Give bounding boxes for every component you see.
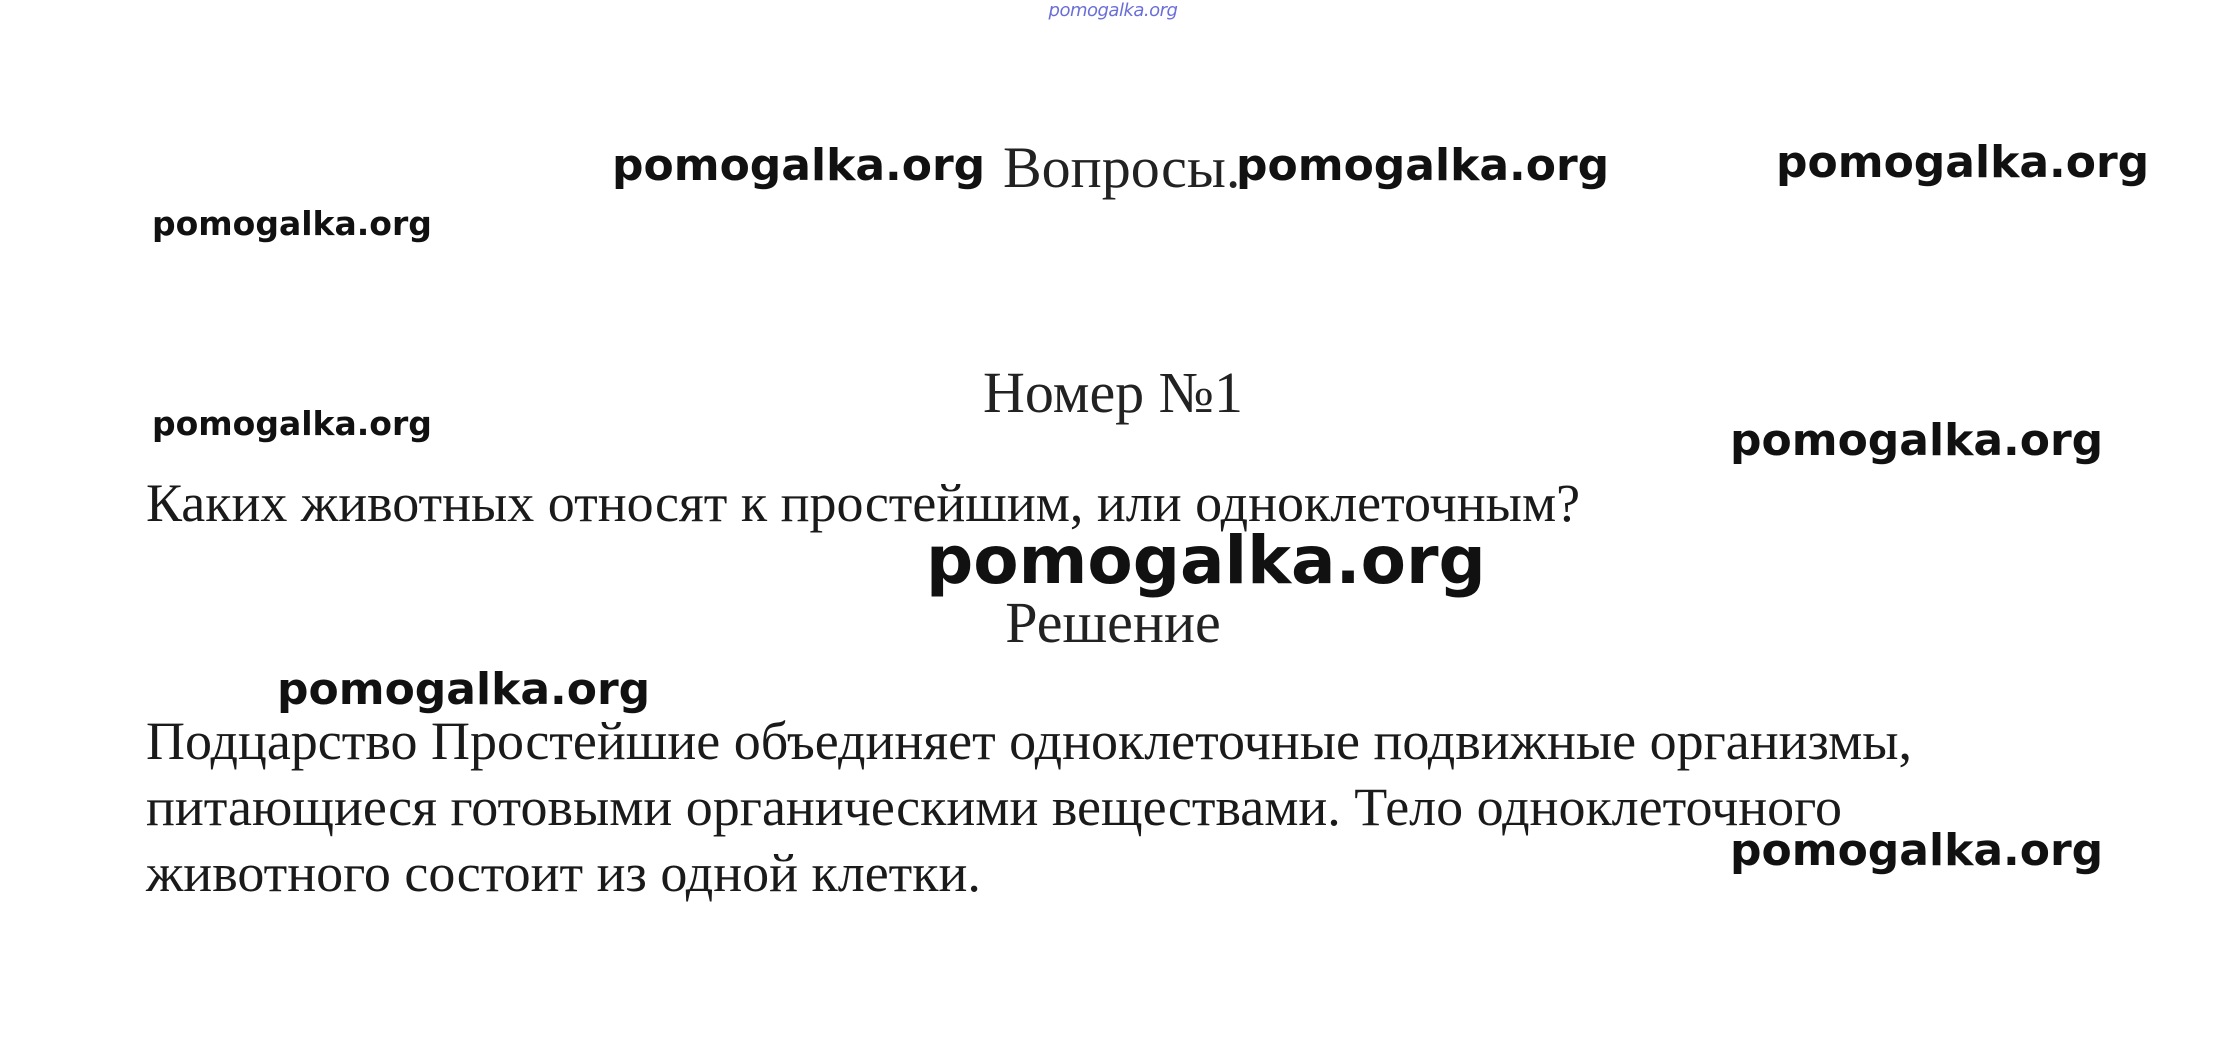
watermark: pomogalka.org: [152, 204, 432, 243]
watermark: pomogalka.org: [1776, 137, 2150, 188]
solution-title: Решение: [1005, 590, 1221, 655]
watermark: pomogalka.org: [612, 140, 986, 191]
watermark: pomogalka.org: [152, 404, 432, 443]
site-mark: pomogalka.org: [1048, 0, 1178, 21]
answer-line: Подцарство Простейшие объединяет одноклеточные подвижные организмы,: [146, 711, 1913, 771]
question-text: Каких животных относят к простейшим, или одноклеточным?: [146, 473, 1581, 533]
answer-line: животного состоит из одной клетки.: [146, 843, 981, 903]
answer-text: [146, 708, 2166, 906]
watermark: pomogalka.org: [1730, 825, 2104, 876]
answer-line: питающиеся готовыми органическими веществами. Тело одноклеточного: [146, 777, 1842, 837]
watermark: pomogalka.org: [1236, 140, 1610, 191]
number-title: Номер №1: [982, 360, 1244, 425]
watermark: pomogalka.org: [277, 664, 651, 715]
watermark: pomogalka.org: [1730, 415, 2104, 466]
section-title: Вопросы.: [1003, 135, 1241, 200]
watermark: pomogalka.org: [926, 522, 1486, 599]
